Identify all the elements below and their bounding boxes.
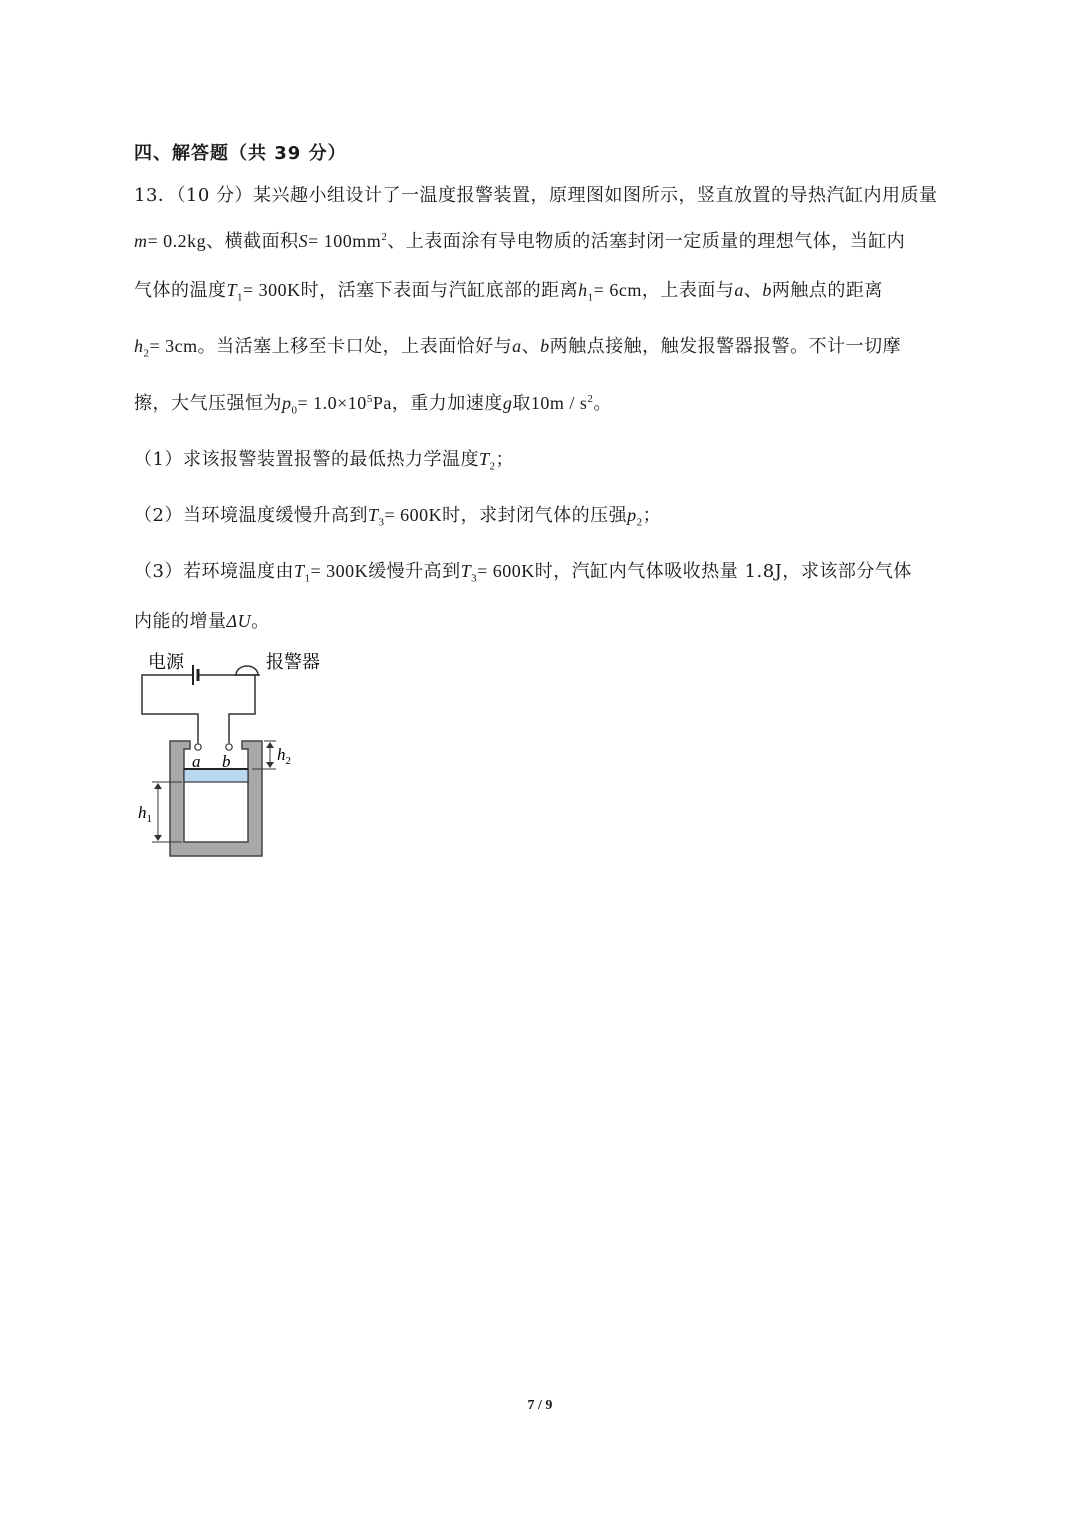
- part-text: ；: [495, 449, 514, 470]
- question-line-2: [134, 227, 905, 253]
- gravity-value: 10m / s: [530, 393, 588, 413]
- alarm-bell-icon: [236, 666, 258, 675]
- question-text: 。: [593, 393, 612, 414]
- question-text: 气体的温度: [134, 280, 227, 301]
- part-text: 时，汽缸内气体吸收热量 1.8J，求该部分气体: [534, 561, 912, 582]
- mass-value: = 0.2kg: [147, 231, 207, 251]
- circuit-wire: [142, 675, 198, 743]
- part-3: [134, 557, 912, 585]
- area-exponent: 2: [381, 231, 388, 243]
- temp-variable: T: [478, 449, 490, 469]
- area-value: = 100mm: [308, 231, 382, 251]
- contact-a-icon: [195, 744, 201, 750]
- part-text: （1）求该报警装置报警的最低热力学温度: [134, 449, 479, 470]
- temp-subscript: 1: [304, 572, 311, 585]
- cylinder-icon: [170, 741, 262, 856]
- question-text: 。当活塞上移至卡口处，上表面恰好与: [197, 336, 513, 357]
- part-text: 内能的增量: [134, 611, 227, 632]
- height-value: = 6cm: [593, 280, 642, 300]
- question-line-3: [134, 276, 883, 304]
- contact-b-label: b: [540, 336, 550, 356]
- contact-b-icon: [226, 744, 232, 750]
- part-2: [134, 501, 661, 529]
- contact-a-label: a: [734, 280, 744, 300]
- temp-variable: T: [293, 561, 305, 581]
- question-text: ，重力加速度: [391, 393, 503, 414]
- height-variable: h: [578, 280, 588, 300]
- contact-a-label: a: [512, 336, 522, 356]
- question-text: 、: [521, 336, 541, 357]
- part-text: （3）若环境温度由: [134, 561, 294, 582]
- gravity-exponent: 2: [587, 393, 594, 405]
- part-text: 缓慢升高到: [368, 561, 461, 582]
- contact-a-label: a: [192, 752, 201, 771]
- question-text: 两触点的距离: [771, 280, 883, 301]
- pressure-variable: p: [282, 393, 292, 413]
- question-line-4: [134, 332, 901, 360]
- temp-variable: T: [367, 505, 379, 525]
- alarm-circuit-diagram: [130, 646, 340, 862]
- temp-value: = 600K: [477, 561, 535, 581]
- question-text: ，上表面与: [641, 280, 735, 301]
- temp-subscript: 3: [471, 572, 478, 585]
- part-text: ；: [642, 505, 662, 526]
- pressure-value: = 1.0×10: [297, 393, 367, 413]
- circuit-wire: [229, 675, 258, 743]
- area-variable: S: [298, 231, 309, 251]
- question-text: 时，活塞下表面与汽缸底部的距离: [300, 280, 579, 301]
- temp-subscript: 2: [489, 460, 496, 473]
- alarm-label: 报警器: [266, 652, 320, 672]
- pressure-subscript: 2: [636, 516, 643, 529]
- question-line-5: [134, 389, 612, 417]
- temp-subscript: 3: [378, 516, 385, 529]
- h1-label: $h_1$: [138, 803, 152, 825]
- gravity-variable: g: [502, 393, 513, 413]
- question-text: 、上表面涂有导电物质的活塞封闭一定质量的理想气体，当缸内: [387, 231, 906, 252]
- pressure-variable: p: [627, 505, 637, 525]
- question-text: 、横截面积: [206, 231, 299, 252]
- part-text: 时，求封闭气体的压强: [442, 505, 628, 526]
- part-text: （2）当环境温度缓慢升高到: [134, 505, 368, 526]
- part-text: 。: [251, 611, 270, 632]
- mass-variable: m: [134, 231, 148, 251]
- temp-variable: T: [460, 561, 472, 581]
- question-text: 13．（10 分）某兴趣小组设计了一温度报警装置，原理图如图所示，竖直放置的导热汽缸内用质量: [134, 185, 938, 206]
- contact-b-label: b: [222, 752, 231, 771]
- temp-subscript: 1: [237, 291, 244, 304]
- question-text: 两触点接触，触发报警器报警。不计一切摩: [549, 336, 902, 357]
- h2-label: $h_2$: [277, 745, 291, 767]
- temp-value: = 300K: [243, 280, 301, 300]
- energy-variable: ΔU: [226, 611, 252, 631]
- height-subscript: 1: [587, 291, 594, 304]
- temp-value: = 600K: [384, 505, 443, 525]
- height-variable: h: [134, 336, 144, 356]
- height-subscript: 2: [143, 347, 150, 360]
- pressure-unit: Pa: [372, 393, 392, 413]
- temp-variable: T: [226, 280, 238, 300]
- question-line-1: [134, 181, 938, 207]
- question-text: 取: [512, 393, 531, 414]
- height-value: = 3cm: [149, 336, 198, 356]
- contact-b-label: b: [762, 280, 772, 300]
- question-text: 、: [743, 280, 763, 301]
- power-label: 电源: [148, 652, 184, 672]
- pressure-exponent: 5: [366, 393, 373, 405]
- part-1: [134, 445, 514, 473]
- question-text: 擦，大气压强恒为: [134, 393, 282, 414]
- temp-value: = 300K: [310, 561, 369, 581]
- pressure-subscript: 0: [291, 404, 298, 417]
- page-number: 7 / 9: [527, 1398, 553, 1413]
- section-title: 四、解答题（共 39 分）: [134, 143, 347, 164]
- part-3-continued: [134, 607, 270, 633]
